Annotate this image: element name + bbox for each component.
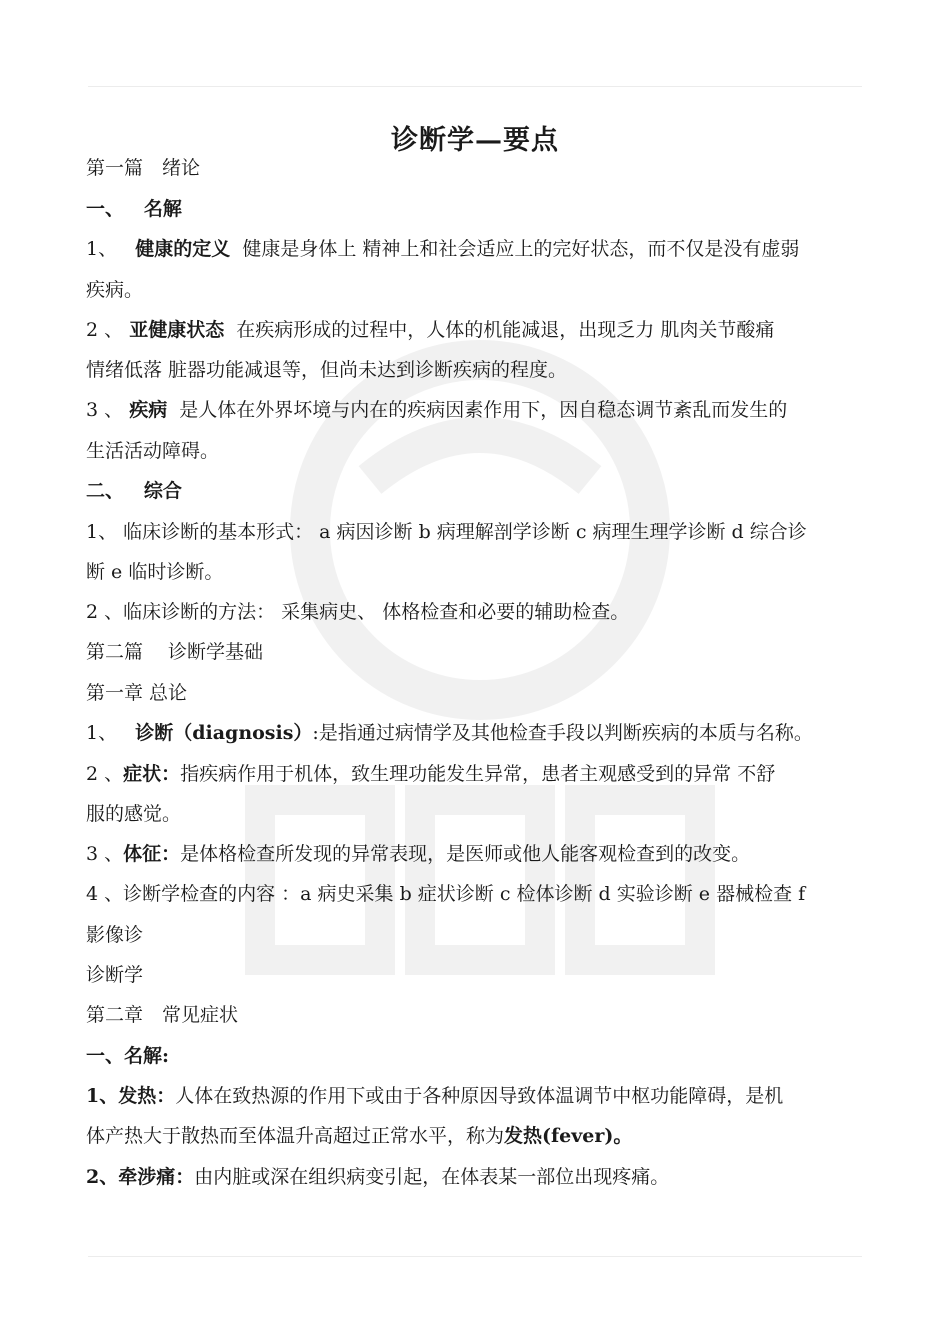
term: 亚健康状态	[129, 319, 225, 341]
definition-text: 人体在致热源的作用下或由于各种原因导致体温调节中枢功能障碍，是机	[175, 1085, 784, 1107]
definition-text: 是人体在外界坏境与内在的疾病因素作用下，因自稳态调节紊乱而发生的	[179, 399, 788, 421]
paragraph-line: 影像诊	[86, 924, 144, 946]
paragraph-line: 断 e 临时诊断。	[86, 561, 224, 583]
term: 发热(fever)。	[504, 1125, 633, 1147]
paragraph-line: 1、 临床诊断的基本形式： a 病因诊断 b 病理解剖学诊断 c 病理生理学诊断 d 综合诊	[86, 521, 807, 543]
definition-item	[86, 841, 866, 867]
definition-text: 健康是身体上 精神上和社会适应上的完好状态，而不仅是没有虚弱	[242, 238, 800, 260]
definition-text: 由内脏或深在组织病变引起，在体表某一部位出现疼痛。	[194, 1166, 670, 1188]
paragraph-line: 4 、诊断学检查的内容 ：a 病史采集 b 症状诊断 c 检体诊断 d 实验诊断 e 器械检查 f	[86, 883, 806, 905]
definition-text: 体产热大于散热而至体温升高超过正常水平，称为	[86, 1125, 505, 1147]
section-heading: 一、名解:	[86, 1045, 170, 1067]
section-heading	[86, 478, 866, 504]
term: 诊断（diagnosis）	[135, 722, 313, 744]
term: 体征：	[123, 843, 181, 865]
item-number: 3 、	[86, 843, 124, 865]
paragraph-line: 生活活动障碍。	[86, 440, 220, 462]
section-number: 一、	[86, 198, 125, 220]
term: 健康的定义	[135, 238, 231, 260]
section-title: 名解	[143, 198, 182, 220]
chapter-heading: 第二章 常见症状	[86, 1004, 239, 1026]
definition-item	[86, 317, 866, 343]
paragraph-line	[86, 1123, 866, 1149]
chapter-heading: 第一章 总论	[86, 682, 188, 704]
definition-item	[86, 397, 866, 423]
part-heading: 第二篇 诊断学基础	[86, 641, 264, 663]
part-heading: 第一篇 绪论	[86, 157, 201, 179]
paragraph-line: 情绪低落 脏器功能减退等，但尚未达到诊断疾病的程度。	[86, 359, 568, 381]
term: 1、发热：	[86, 1085, 176, 1107]
paragraph-line: 服的感觉。	[86, 803, 182, 825]
item-number: 1、	[86, 722, 118, 744]
item-number: 3 、	[86, 399, 124, 421]
definition-item	[86, 1164, 866, 1190]
definition-text: 指疾病作用于机体，致生理功能发生异常，患者主观感受到的异常 不舒	[180, 763, 776, 785]
section-heading	[86, 196, 866, 222]
term: 2、牵涉痛：	[86, 1166, 195, 1188]
term: 疾病	[129, 399, 168, 421]
item-number: 2 、	[86, 319, 124, 341]
definition-item	[86, 761, 866, 787]
section-title: 综合	[143, 480, 182, 502]
watermark-logo	[200, 330, 760, 1010]
item-number: 1、	[86, 238, 118, 260]
paragraph-line: 疾病。	[86, 279, 144, 301]
footer-rule	[88, 1256, 862, 1257]
item-number: 2 、	[86, 763, 124, 785]
definition-text: 是体格检查所发现的异常表现，是医师或他人能客观检查到的改变。	[180, 843, 751, 865]
definition-text: 在疾病形成的过程中，人体的机能减退，出现乏力 肌肉关节酸痛	[236, 319, 775, 341]
definition-item	[86, 1083, 866, 1109]
definition-text: :是指通过病情学及其他检查手段以判断疾病的本质与名称。	[312, 722, 813, 744]
paragraph-line: 2 、临床诊断的方法： 采集病史、 体格检查和必要的辅助检查。	[86, 601, 630, 623]
term: 症状：	[123, 763, 181, 785]
header-rule	[88, 86, 862, 87]
paragraph-line: 诊断学	[86, 964, 144, 986]
definition-item	[86, 720, 866, 746]
section-number: 二、	[86, 480, 125, 502]
document-title: 诊断学—要点	[391, 125, 559, 156]
definition-item	[86, 236, 866, 262]
